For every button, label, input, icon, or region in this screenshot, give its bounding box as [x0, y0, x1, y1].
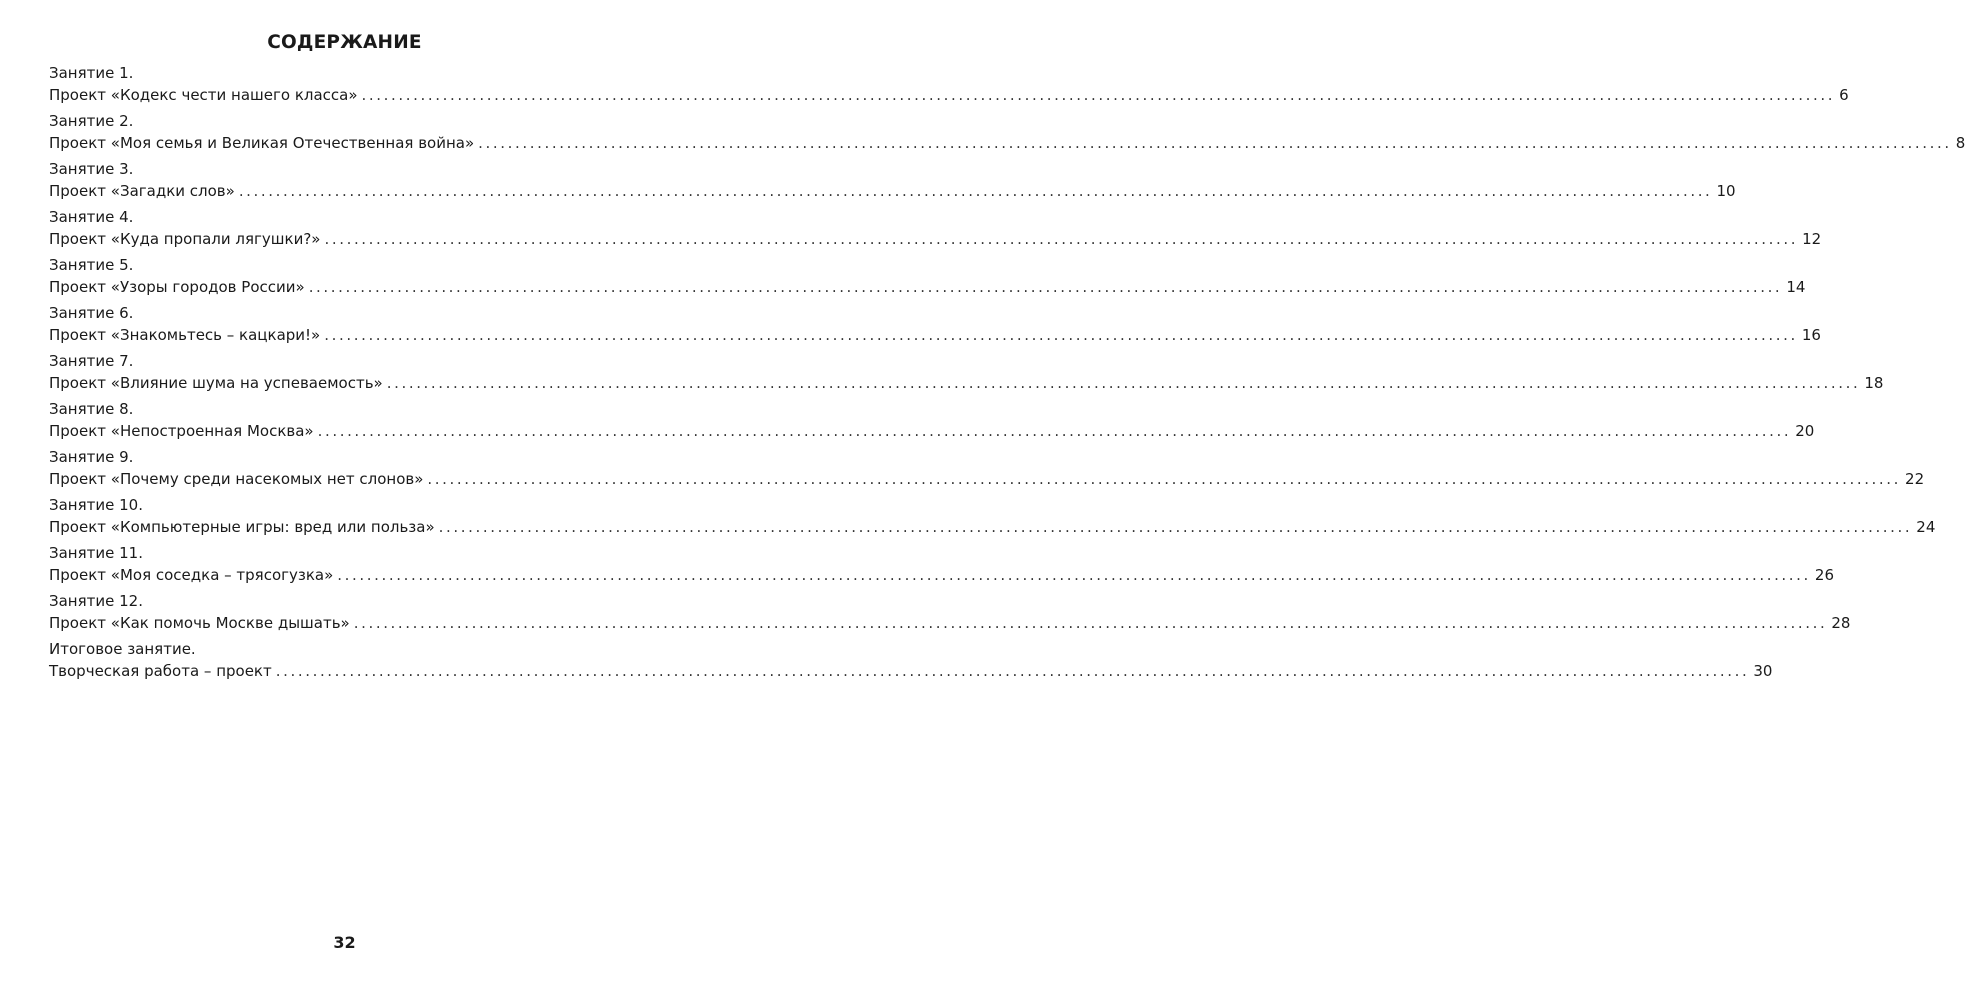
page-ref: 24 — [1916, 517, 1936, 536]
toc-entry — [49, 63, 1849, 106]
lesson-label: Занятие 2. — [49, 112, 134, 130]
dot-leader: ........................................................................................................................................................................................................ — [386, 373, 1861, 392]
project-title: Проект «Как помочь Москве дышать» — [49, 613, 350, 632]
toc-entry — [49, 399, 1815, 442]
toc-row — [49, 133, 1965, 155]
dot-leader: ........................................................................................................................................................................................................ — [238, 181, 1713, 200]
project-title: Проект «Моя семья и Великая Отечественная война» — [49, 133, 475, 152]
dot-leader: ........................................................................................................................................................................................................ — [324, 325, 1798, 344]
page-ref: 26 — [1814, 565, 1835, 584]
lesson-label: Занятие 4. — [49, 208, 134, 226]
page-ref: 28 — [1831, 613, 1851, 632]
lesson-label: Занятие 6. — [49, 304, 134, 322]
toc-entry — [49, 639, 1773, 682]
toc-row — [49, 229, 1822, 251]
toc-entry — [49, 591, 1851, 634]
project-title: Проект «Знакомьтесь – кацкари!» — [49, 325, 321, 344]
project-title: Проект «Куда пропали лягушки?» — [49, 229, 321, 248]
toc-entry — [49, 543, 1835, 586]
toc-entry — [49, 255, 1806, 298]
page-ref: 12 — [1802, 229, 1822, 248]
lesson-label: Занятие 3. — [49, 160, 134, 178]
page-ref: 30 — [1753, 661, 1773, 680]
toc-row — [49, 565, 1835, 587]
dot-leader: ........................................................................................................................................................................................................ — [308, 277, 1783, 296]
page-ref: 14 — [1786, 277, 1806, 296]
toc-row — [49, 661, 1773, 683]
dot-leader: ........................................................................................................................................................................................................ — [361, 85, 1836, 104]
dot-leader: ........................................................................................................................................................................................................ — [317, 421, 1792, 440]
page-ref: 6 — [1839, 85, 1849, 104]
project-title: Проект «Загадки слов» — [49, 181, 235, 200]
dot-leader: ........................................................................................................................................................................................................ — [324, 229, 1799, 248]
toc-row — [49, 85, 1849, 107]
project-title: Проект «Кодекс чести нашего класса» — [49, 85, 358, 104]
toc-row — [49, 613, 1851, 635]
lesson-label: Занятие 8. — [49, 400, 134, 418]
table-of-contents — [49, 63, 1965, 687]
page-ref: 18 — [1864, 373, 1884, 392]
page-ref: 8 — [1955, 133, 1965, 152]
dot-leader: ........................................................................................................................................................................................................ — [478, 133, 1952, 152]
dot-leader: ........................................................................................................................................................................................................ — [275, 661, 1750, 680]
page-title: СОДЕРЖАНИЕ — [267, 32, 422, 53]
toc-row — [49, 469, 1925, 491]
lesson-label: Итоговое занятие. — [49, 640, 196, 658]
lesson-label: Занятие 12. — [49, 592, 143, 610]
project-title: Проект «Непостроенная Москва» — [49, 421, 314, 440]
dot-leader: ........................................................................................................................................................................................................ — [438, 517, 1913, 536]
toc-row — [49, 373, 1884, 395]
project-title: Проект «Компьютерные игры: вред или польза» — [49, 517, 435, 536]
toc-row — [49, 277, 1806, 299]
dot-leader: ........................................................................................................................................................................................................ — [427, 469, 1902, 488]
lesson-label: Занятие 1. — [49, 64, 134, 82]
toc-entry — [49, 351, 1884, 394]
project-title: Проект «Влияние шума на успеваемость» — [49, 373, 383, 392]
project-title: Проект «Моя соседка – трясогузка» — [49, 565, 334, 584]
lesson-label: Занятие 7. — [49, 352, 134, 370]
page-ref: 10 — [1716, 181, 1736, 200]
dot-leader: ........................................................................................................................................................................................................ — [353, 613, 1828, 632]
lesson-label: Занятие 11. — [49, 544, 143, 562]
dot-leader: ........................................................................................................................................................................................................ — [337, 565, 1811, 584]
lesson-label: Занятие 9. — [49, 448, 134, 466]
toc-row — [49, 181, 1736, 203]
toc-row — [49, 517, 1936, 539]
page-ref: 22 — [1905, 469, 1925, 488]
lesson-label: Занятие 10. — [49, 496, 143, 514]
toc-row — [49, 325, 1821, 347]
toc-row — [49, 421, 1815, 443]
toc-entry — [49, 303, 1821, 346]
toc-entry — [49, 111, 1965, 154]
page-ref: 16 — [1801, 325, 1821, 344]
project-title: Творческая работа – проект — [49, 661, 272, 680]
toc-entry — [49, 447, 1925, 490]
page-number: 32 — [333, 933, 356, 952]
toc-entry — [49, 159, 1736, 202]
project-title: Проект «Узоры городов России» — [49, 277, 305, 296]
toc-entry — [49, 495, 1936, 538]
toc-entry — [49, 207, 1822, 250]
lesson-label: Занятие 5. — [49, 256, 134, 274]
project-title: Проект «Почему среди насекомых нет слонов» — [49, 469, 424, 488]
page-ref: 20 — [1795, 421, 1815, 440]
